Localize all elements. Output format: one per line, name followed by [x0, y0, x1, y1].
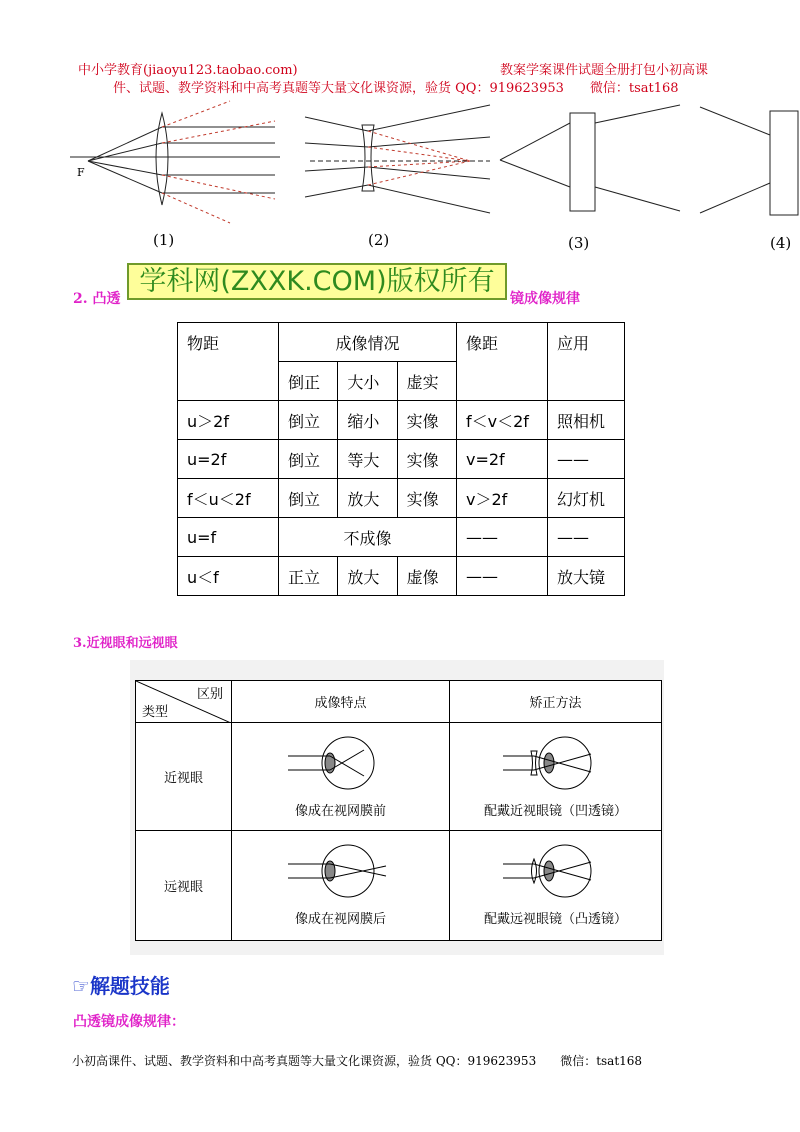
table-row — [178, 401, 625, 440]
table-row — [136, 723, 662, 831]
footer: 小初高课件、试题、教学资料和中高考真题等大量文化课资源，验货 QQ：919623953 微信：tsat168 — [72, 1054, 643, 1068]
correction-text: 配戴远视眼镜（凸透镜） — [483, 912, 627, 927]
header-imaging: 成像情况 — [279, 323, 457, 362]
figure-label-3: (3) — [568, 234, 590, 252]
cell-application: —— — [548, 518, 625, 557]
cell-orientation: 倒立 — [279, 401, 338, 440]
header-object-distance: 物距 — [178, 323, 279, 401]
hand-pointing-icon: ☞ — [72, 974, 90, 998]
cell-orientation: 倒立 — [279, 440, 338, 479]
watermark-banner: 学科网(ZXXK.COM)版权所有 — [127, 263, 507, 300]
figure-label-1: (1) — [153, 231, 175, 249]
box-diagram-4 — [700, 107, 798, 215]
header-nature: 虚实 — [397, 362, 456, 401]
cell-orientation: 正立 — [279, 557, 338, 596]
myopia-eye-icon — [286, 732, 396, 794]
cell-no-image: 不成像 — [279, 518, 457, 557]
cell-nature: 实像 — [397, 440, 456, 479]
skills-subtitle: 凸透镜成像规律： — [73, 1014, 185, 1030]
feature-cell — [232, 723, 450, 831]
type-hyperopia: 远视眼 — [136, 831, 232, 941]
feature-text: 像成在视网膜前 — [294, 804, 386, 819]
corner-top-label: 区别 — [196, 687, 223, 702]
concave-lens-diagram — [305, 105, 490, 213]
header-correction: 矫正方法 — [450, 681, 662, 723]
figure-label-2: (2) — [368, 231, 390, 249]
header-line2: 件、试题、教学资料和中高考真题等大量文化课资源，验货 QQ：919623953 微信：tsat168 — [113, 81, 679, 96]
header-size: 大小 — [338, 362, 397, 401]
header-left: 中小学教育(jiaoyu123.taobao.com) — [78, 63, 298, 78]
header-feature: 成像特点 — [232, 681, 450, 723]
cell-nature: 虚像 — [397, 557, 456, 596]
section2-heading-prefix: 2. 凸透 — [73, 291, 121, 307]
table-row — [178, 557, 625, 596]
convex-lens-diagram — [70, 101, 280, 223]
corner-cell — [136, 681, 232, 723]
cell-size: 放大 — [338, 479, 397, 518]
hyperopia-correction-icon — [501, 840, 611, 902]
section2-heading-suffix: 镜成像规律 — [510, 291, 580, 307]
focus-label: F — [77, 166, 85, 179]
cell-v: —— — [457, 557, 548, 596]
lens-diagrams — [70, 95, 800, 255]
cell-application: 幻灯机 — [548, 479, 625, 518]
skills-heading — [72, 970, 170, 999]
cell-v: v＞2f — [457, 479, 548, 518]
hyperopia-eye-icon — [286, 840, 396, 902]
skills-title: 解题技能 — [89, 974, 170, 998]
header-right: 教案学案课件试题全册打包小初高课 — [500, 63, 709, 78]
eye-table — [135, 680, 662, 941]
cell-size: 等大 — [338, 440, 397, 479]
feature-text: 像成在视网膜后 — [294, 912, 386, 927]
type-myopia: 近视眼 — [136, 723, 232, 831]
cell-u: u＜f — [178, 557, 279, 596]
cell-orientation: 倒立 — [279, 479, 338, 518]
header-image-distance: 像距 — [457, 323, 548, 401]
cell-nature: 实像 — [397, 479, 456, 518]
box-diagram-3 — [500, 105, 680, 211]
cell-size: 缩小 — [338, 401, 397, 440]
table-row — [178, 518, 625, 557]
cell-nature: 实像 — [397, 401, 456, 440]
correction-cell — [450, 723, 662, 831]
section3-heading: 3.近视眼和远视眼 — [73, 636, 178, 651]
convex-lens-table — [177, 322, 625, 596]
cell-application: —— — [548, 440, 625, 479]
correction-text: 配戴近视眼镜（凹透镜） — [483, 804, 627, 819]
table-row — [178, 479, 625, 518]
cell-u: u＞2f — [178, 401, 279, 440]
cell-size: 放大 — [338, 557, 397, 596]
header-orientation: 倒正 — [279, 362, 338, 401]
cell-u: f＜u＜2f — [178, 479, 279, 518]
cell-u: u=2f — [178, 440, 279, 479]
feature-cell — [232, 831, 450, 941]
cell-u: u=f — [178, 518, 279, 557]
table-row — [136, 831, 662, 941]
figure-label-4: (4) — [770, 234, 792, 252]
cell-v: —— — [457, 518, 548, 557]
corner-bottom-label: 类型 — [142, 705, 169, 720]
header-application: 应用 — [548, 323, 625, 401]
myopia-correction-icon — [501, 732, 611, 794]
cell-v: v=2f — [457, 440, 548, 479]
correction-cell — [450, 831, 662, 941]
cell-application: 照相机 — [548, 401, 625, 440]
cell-v: f＜v＜2f — [457, 401, 548, 440]
cell-application: 放大镜 — [548, 557, 625, 596]
table-row — [178, 440, 625, 479]
